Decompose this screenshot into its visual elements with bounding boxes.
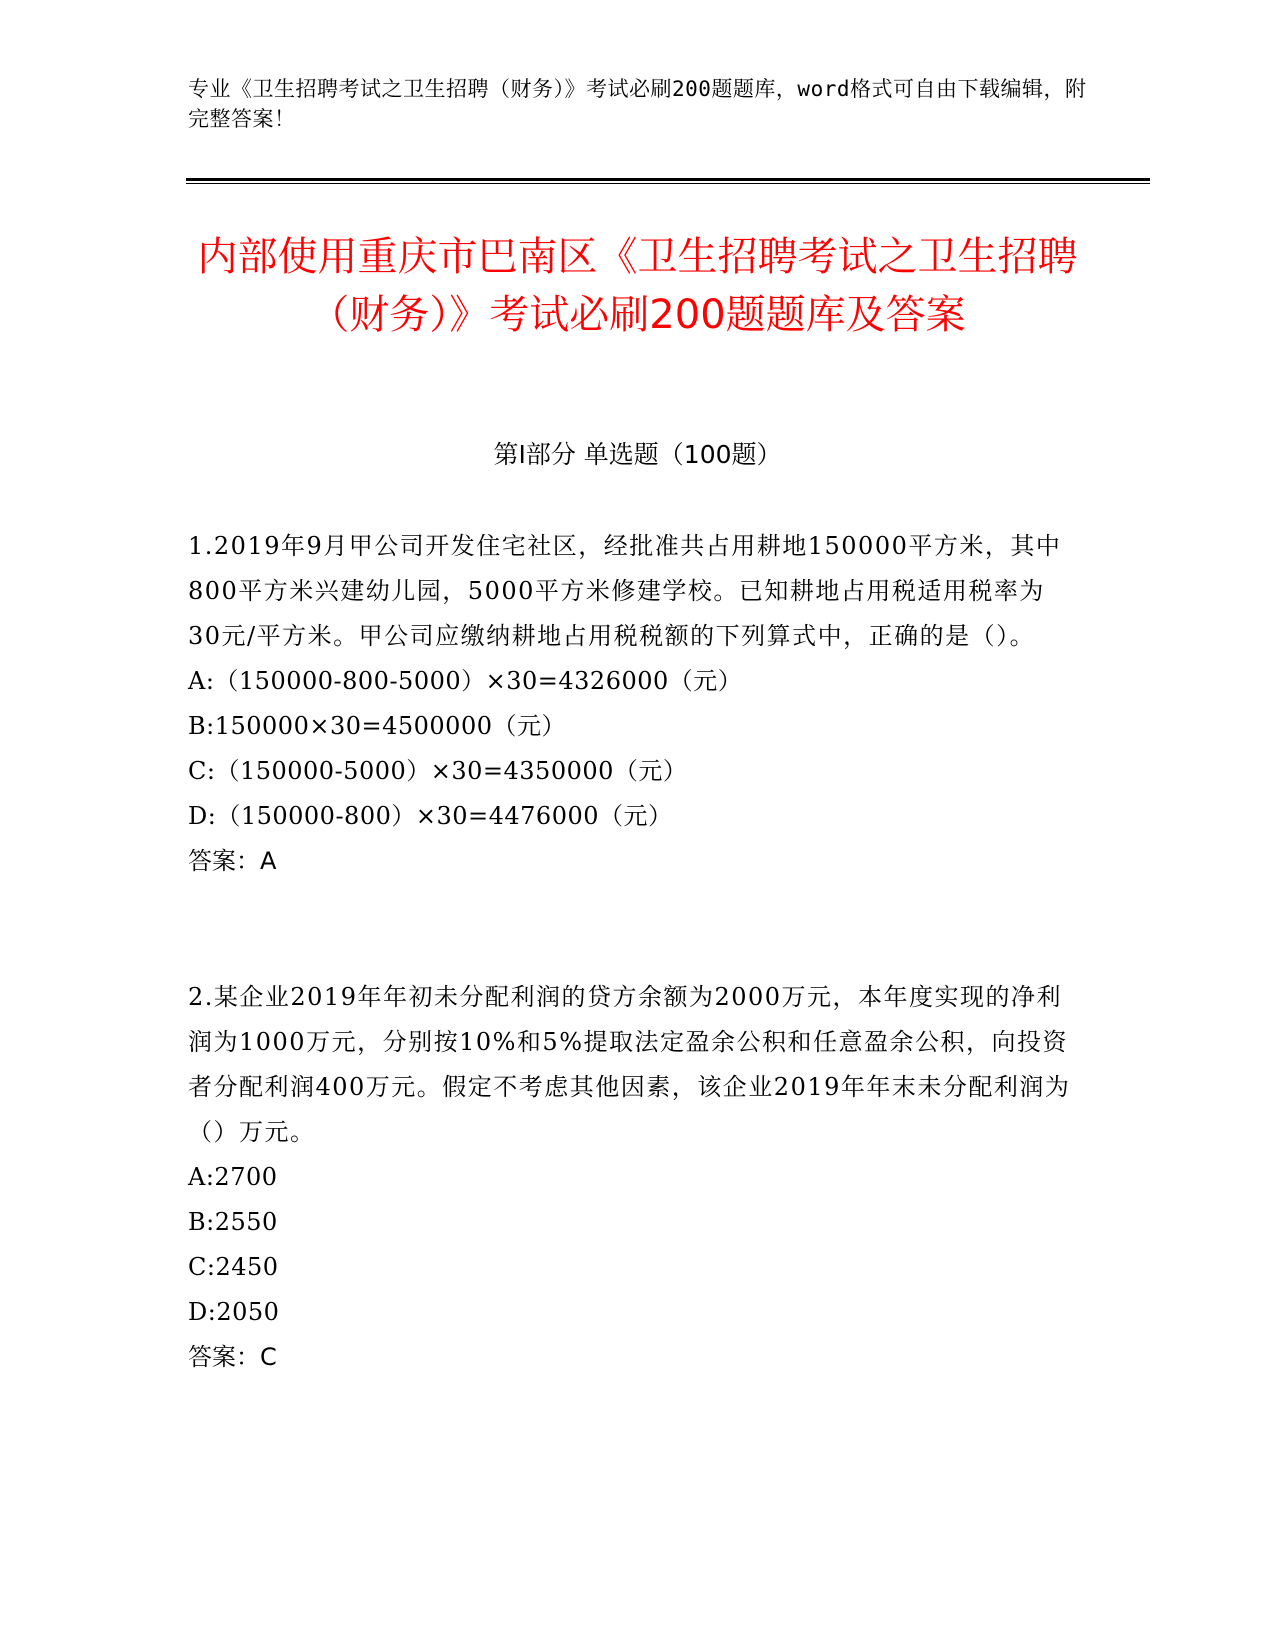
option-d: D:（150000-800）×30=4476000（元） — [188, 802, 673, 830]
answer: 答案：C — [188, 1343, 277, 1371]
option-c: C:2450 — [188, 1253, 279, 1281]
header-rule-thick — [186, 178, 1150, 181]
section-title: 第I部分 单选题（100题） — [493, 440, 782, 469]
option-a: A:2700 — [188, 1163, 278, 1191]
option-a: A:（150000-800-5000）×30=4326000（元） — [188, 667, 743, 695]
question-stem: 1.2019年9月甲公司开发住宅社区，经批准共占用耕地150000平方米，其中800平方米兴建幼儿园，5000平方米修建学校。已知耕地占用税适用税率为30元/平方米。甲公司应缴纳耕地占用税税额的下列算式中，正确的是（）。 — [188, 532, 1062, 650]
option-b: B:2550 — [188, 1208, 278, 1236]
question-2 — [188, 975, 1078, 1380]
header-rule-thin — [186, 183, 1150, 184]
document-title: 内部使用重庆市巴南区《卫生招聘考试之卫生招聘（财务）》考试必刷200题题库及答案 — [197, 234, 1078, 338]
header-note: 专业《卫生招聘考试之卫生招聘（财务）》考试必刷200题题库，word格式可自由下载编辑，附完整答案！ — [188, 77, 1087, 131]
option-b: B:150000×30=4500000（元） — [188, 712, 566, 740]
option-c: C:（150000-5000）×30=4350000（元） — [188, 757, 688, 785]
question-1 — [188, 524, 1078, 884]
question-stem: 2.某企业2019年年初未分配利润的贷方余额为2000万元，本年度实现的净利润为1000万元，分别按10%和5%提取法定盈余公积和任意盈余公积，向投资者分配利润400万元。假定不考虑其他因素，该企业2019年年末未分配利润为（）万元。 — [188, 983, 1071, 1146]
answer: 答案：A — [188, 847, 277, 875]
option-d: D:2050 — [188, 1298, 280, 1326]
